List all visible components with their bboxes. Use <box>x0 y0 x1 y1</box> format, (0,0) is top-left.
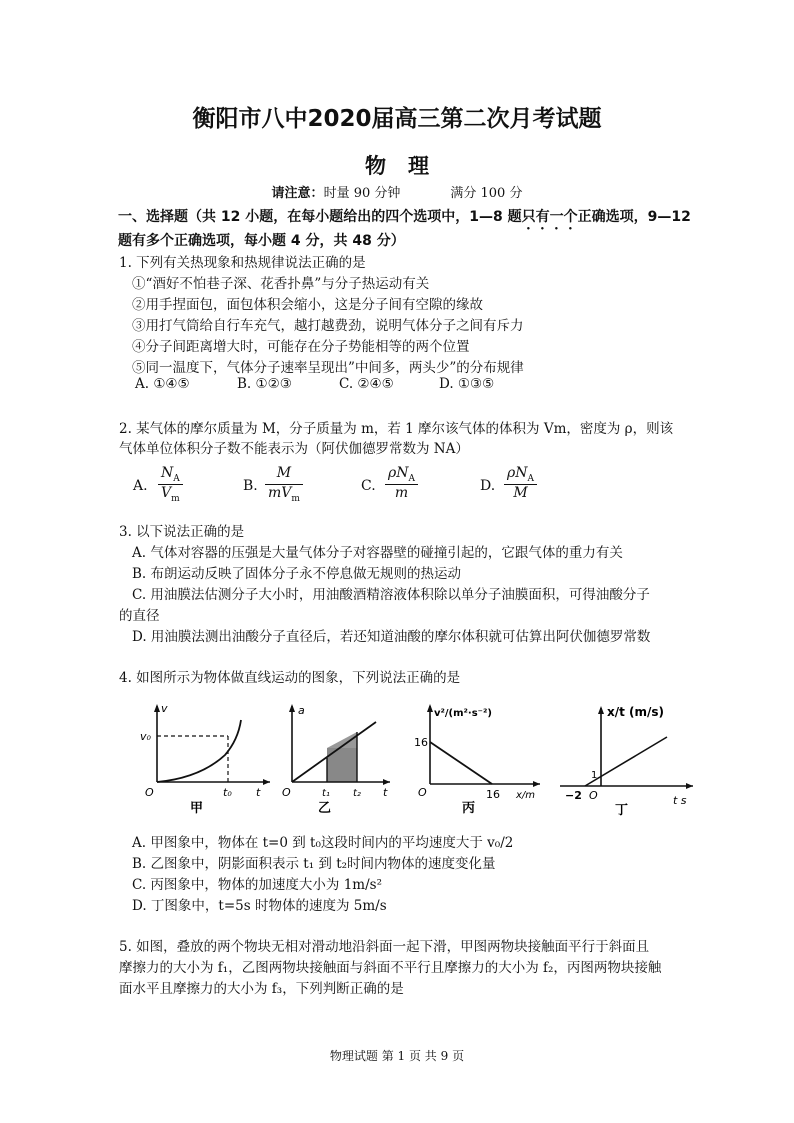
ding-y1-label: 1 <box>591 770 598 781</box>
graph-yi <box>280 700 405 825</box>
exam-score: 满分 100 分 <box>450 186 523 201</box>
ding-xlabel: t s <box>673 794 687 807</box>
bing-y-arrow <box>427 704 433 712</box>
yi-caption: 乙 <box>318 801 332 816</box>
section-heading-part1: 一、选择题（共 12 小题，在每小题给出的四个选项中，1—8 题 <box>118 209 522 225</box>
jia-x-arrow <box>263 779 270 785</box>
q4-option-b: B. 乙图象中，阴影面积表示 t₁ 到 t₂时间内物体的速度变化量 <box>132 856 496 872</box>
q2-a-denominator: $V_m$ <box>161 484 180 504</box>
bing-ylabel: v²/(m²·s⁻²) <box>434 708 492 719</box>
yi-x-arrow <box>383 779 390 785</box>
bing-line <box>430 742 492 784</box>
yi-ylabel: a <box>298 704 305 717</box>
q2-d-numerator: $\rho N_A$ <box>504 465 537 485</box>
q1-option-b: B. ①②③ <box>237 376 292 392</box>
q2-stem-line2: 气体单位体积分子数不能表示为（阿伏伽德罗常数为 NA） <box>119 441 469 457</box>
yi-t2-label: t₂ <box>353 788 361 799</box>
q2-label-b: B. <box>243 478 258 494</box>
q5-line1: 5. 如图，叠放的两个物块无相对滑动地沿斜面一起下滑，甲图两物块接触面平行于斜面且 <box>119 939 650 955</box>
q2-label-d: D. <box>480 478 496 494</box>
graph-ding <box>555 700 700 825</box>
q4-stem: 4. 如图所示为物体做直线运动的图象，下列说法正确的是 <box>119 670 461 686</box>
q4-option-a: A. 甲图象中，物体在 t=0 到 t₀这段时间内的平均速度大于 v₀/2 <box>132 835 514 851</box>
q1-item-5: ⑤同一温度下，气体分子速率呈现出”中间多，两头少”的分布规律 <box>132 360 524 376</box>
q2-b-denominator: $mV_m$ <box>268 484 300 504</box>
ding-y-arrow <box>598 706 604 714</box>
q2-c-denominator: m <box>394 484 409 501</box>
ding-caption: 丁 <box>615 803 629 818</box>
exam-notice <box>0 182 794 201</box>
q5-line3: 面水平且摩擦力的大小为 f₃，下列判断正确的是 <box>119 981 404 997</box>
q1-stem: 1. 下列有关热现象和热规律说法正确的是 <box>119 255 366 271</box>
notice-label: 请注意： <box>271 186 324 201</box>
q3-option-b: B. 布朗运动反映了固体分子永不停息做无规则的热运动 <box>132 566 462 582</box>
q2-b-numerator: M <box>265 465 303 485</box>
ding-origin: O <box>589 789 598 802</box>
graph-jia <box>140 700 275 825</box>
q1-item-1: ①“酒好不怕巷子深、花香扑鼻”与分子热运动有关 <box>132 276 430 292</box>
q3-option-c-line2: 的直径 <box>119 608 160 624</box>
q2-label-a: A. <box>133 478 148 494</box>
subject-title: 物理 <box>365 154 451 178</box>
q2-d-denominator: M <box>513 484 528 501</box>
graph-bing <box>410 700 550 825</box>
ding-ylabel: x/t (m/s) <box>607 705 665 719</box>
q1-option-a: A. ①④⑤ <box>135 376 190 392</box>
q2-stem-line1: 2. 某气体的摩尔质量为 M，分子质量为 m，若 1 摩尔该气体的体积为 Vm，密度为 ρ，则该 <box>119 421 674 437</box>
bing-caption: 丙 <box>462 801 476 816</box>
bing-x16-label: 16 <box>486 788 500 801</box>
q4-option-c: C. 丙图象中，物体的加速度大小为 1m/s² <box>132 877 383 893</box>
jia-origin: O <box>145 786 154 799</box>
bing-y16-label: 16 <box>414 736 428 749</box>
exam-title: 衡阳市八中2020届高三第二次月考试题 <box>192 106 602 132</box>
yi-origin: O <box>282 786 291 799</box>
q4-option-d: D. 丁图象中，t=5s 时物体的速度为 5m/s <box>132 898 387 914</box>
q2-option-b-fraction <box>265 465 303 504</box>
section-heading-part2: 正确选项，9—12 <box>577 209 691 225</box>
q2-c-numerator: $\rho N_A$ <box>385 465 418 485</box>
bing-x-arrow <box>533 781 540 787</box>
yi-y-arrow <box>289 704 295 712</box>
yi-xlabel: t <box>383 786 388 799</box>
q2-option-c-fraction <box>385 465 418 504</box>
q1-option-d: D. ①③⑤ <box>439 376 495 392</box>
exam-time: 时量 90 分钟 <box>323 186 401 201</box>
q3-option-c-line1: C. 用油膜法估测分子大小时，用油酸酒精溶液体积除以单分子油膜面积，可得油酸分子 <box>132 587 650 603</box>
jia-ylabel: v <box>161 702 168 715</box>
q1-item-2: ②用手捏面包，面包体积会缩小，这是分子间有空隙的缘故 <box>132 297 483 313</box>
q3-option-a: A. 气体对容器的压强是大量气体分子对容器壁的碰撞引起的，它跟气体的重力有关 <box>132 545 623 561</box>
yi-t1-label: t₁ <box>322 788 330 799</box>
q3-option-d: D. 用油膜法测出油酸分子直径后，若还知道油酸的摩尔体积就可估算出阿伏伽德罗常数 <box>132 629 651 645</box>
jia-caption: 甲 <box>190 801 204 816</box>
q2-a-numerator: $N_A$ <box>158 465 183 485</box>
jia-t0-label: t₀ <box>223 786 232 799</box>
q3-stem: 3. 以下说法正确的是 <box>119 524 245 540</box>
jia-v0-label: v₀ <box>140 730 151 743</box>
q2-option-d-fraction <box>504 465 537 504</box>
page-footer: 物理试题 第 1 页 共 9 页 <box>329 1049 465 1063</box>
bing-xlabel: x/m <box>516 790 536 801</box>
jia-y-arrow <box>154 704 160 712</box>
q1-item-4: ④分子间距离增大时，可能存在分子势能相等的两个位置 <box>132 339 470 355</box>
section-heading-line2: 题有多个正确选项，每小题 4 分，共 48 分） <box>118 233 405 249</box>
q2-option-a-fraction <box>158 465 183 504</box>
q2-label-c: C. <box>361 478 376 494</box>
ding-xneg-label: −2 <box>565 789 582 802</box>
section-heading-emphasis: 只有一个 <box>521 209 578 225</box>
ding-x-arrow <box>686 783 693 789</box>
section-heading-line1 <box>118 206 691 233</box>
q1-item-3: ③用打气筒给自行车充气，越打越费劲，说明气体分子之间有斥力 <box>132 318 524 334</box>
q1-option-c: C. ②④⑤ <box>339 376 394 392</box>
bing-origin: O <box>418 786 427 799</box>
q5-line2: 摩擦力的大小为 f₁，乙图两物块接触面与斜面不平行且摩擦力的大小为 f₂，丙图两物块接触 <box>119 960 662 976</box>
jia-xlabel: t <box>256 786 261 799</box>
